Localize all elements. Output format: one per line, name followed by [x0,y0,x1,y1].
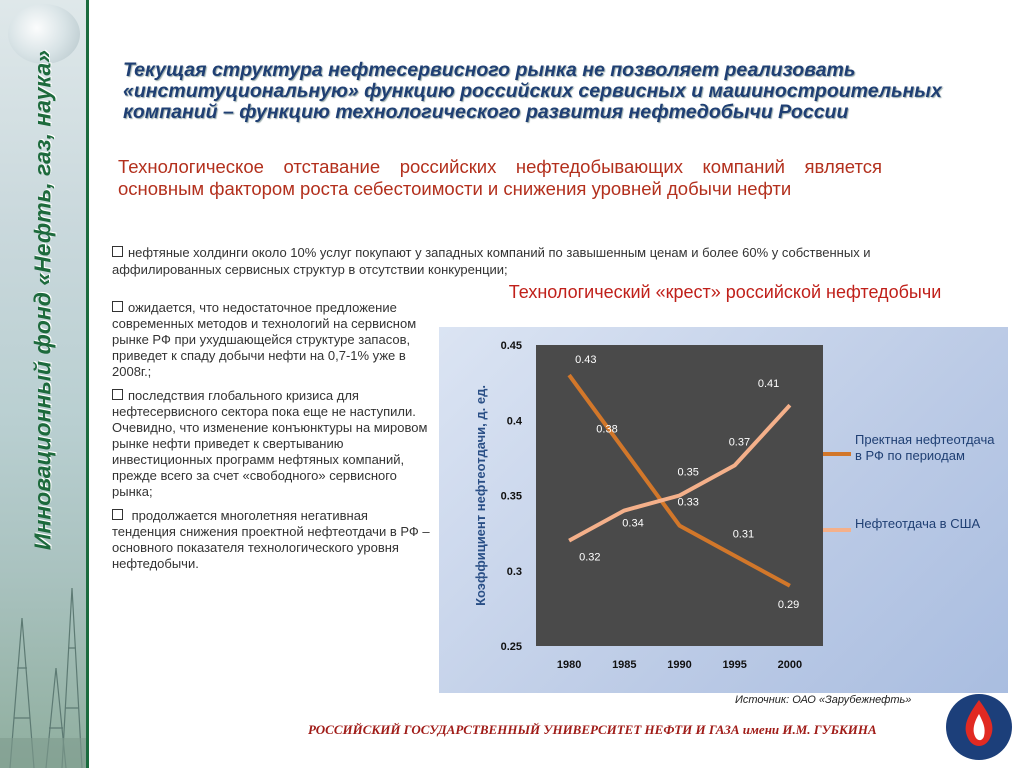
university-footer: РОССИЙСКИЙ ГОСУДАРСТВЕННЫЙ УНИВЕРСИТЕТ НЕФТИ И ГАЗА имени И.М. ГУБКИНА [308,722,877,737]
checkbox-bullet-icon [112,301,123,312]
y-tick-label: 0.45 [500,340,522,352]
bullets-left [112,300,430,580]
vertical-title: Инновационный фонд «Нефть, газ, наука» [29,49,56,551]
bullet-top [112,244,932,278]
x-tick-label: 1995 [722,659,747,671]
data-label: 0.34 [622,517,644,530]
main-title: Текущая структура нефтесервисного рынка не позволяет реализовать «институциональную» функцию российских сервисных и машиностроительных компаний – функцию технологического развития нефтедобычи России [123,59,942,123]
line-chart [439,327,1008,693]
y-tick-label: 0.35 [500,490,522,503]
data-label: 0.29 [777,598,800,611]
x-tick-label: 1985 [612,659,637,671]
bullet-item [112,300,430,380]
university-logo-icon [944,692,1014,762]
y-axis-label: Коэффициент нефтеотдачи, д. ед. [473,385,488,606]
legend-label: Нефтеотдача в США [855,516,981,531]
sidebar-panel [0,0,86,768]
bullet-text: ожидается, что недостаточное предложение современных методов и технологий на сервисном рынке РФ при ухудшающейся структуре запасов, приведет к спаду добычи нефти на 0,7-1% уже в 2008г.; [112,300,417,379]
checkbox-bullet-icon [112,246,123,257]
legend-label: Пректная нефтеотдача в РФ по периодам [855,432,995,463]
sidebar-divider [86,0,89,768]
data-label: 0.38 [596,423,618,436]
bullet-top-text: нефтяные холдинги около 10% услуг покупают у западных компаний по завышенным ценам и более 60% у собственных и аффилированных сервисных структур в отсутствии конкуренции; [112,245,871,277]
chart-title: Технологический «крест» российской нефтедобычи [508,282,942,302]
x-tick-label: 1990 [667,659,692,671]
data-label: 0.35 [677,466,699,479]
data-label: 0.43 [575,354,597,367]
data-label: 0.41 [757,378,780,391]
x-tick-label: 2000 [777,659,803,671]
data-label: 0.37 [728,436,751,449]
x-tick-label: 1980 [556,659,582,671]
checkbox-bullet-icon [112,389,123,400]
data-label: 0.33 [677,496,699,509]
subtitle: Технологическое отставание российских нефтедобывающих компаний является основным фактором роста себестоимости и снижения уровней добычи нефти [118,156,882,199]
bullet-item [112,388,430,500]
y-tick-label: 0.3 [506,565,522,578]
bullet-text: последствия глобального кризиса для нефтесервисного сектора пока еще не наступили. Очевидно, что изменение конъюнктуры на мировом рынке нефти приведет к свертыванию инвестиционных программ нефтяных компаний, прежде всего за счет «свободного» сервисного рынка; [112,388,428,499]
source-note: Источник: ОАО «Зарубежнефть» [735,694,912,706]
bullet-text: продолжается многолетняя негативная тенденция снижения проектной нефтеотдачи в РФ – основного показателя технологического уровня нефтедобычи. [112,508,430,571]
bullet-item [112,508,430,572]
y-tick-label: 0.25 [500,641,522,653]
checkbox-bullet-icon [112,509,123,520]
data-label: 0.32 [579,551,601,564]
y-tick-label: 0.4 [506,415,522,428]
data-label: 0.31 [732,528,755,541]
